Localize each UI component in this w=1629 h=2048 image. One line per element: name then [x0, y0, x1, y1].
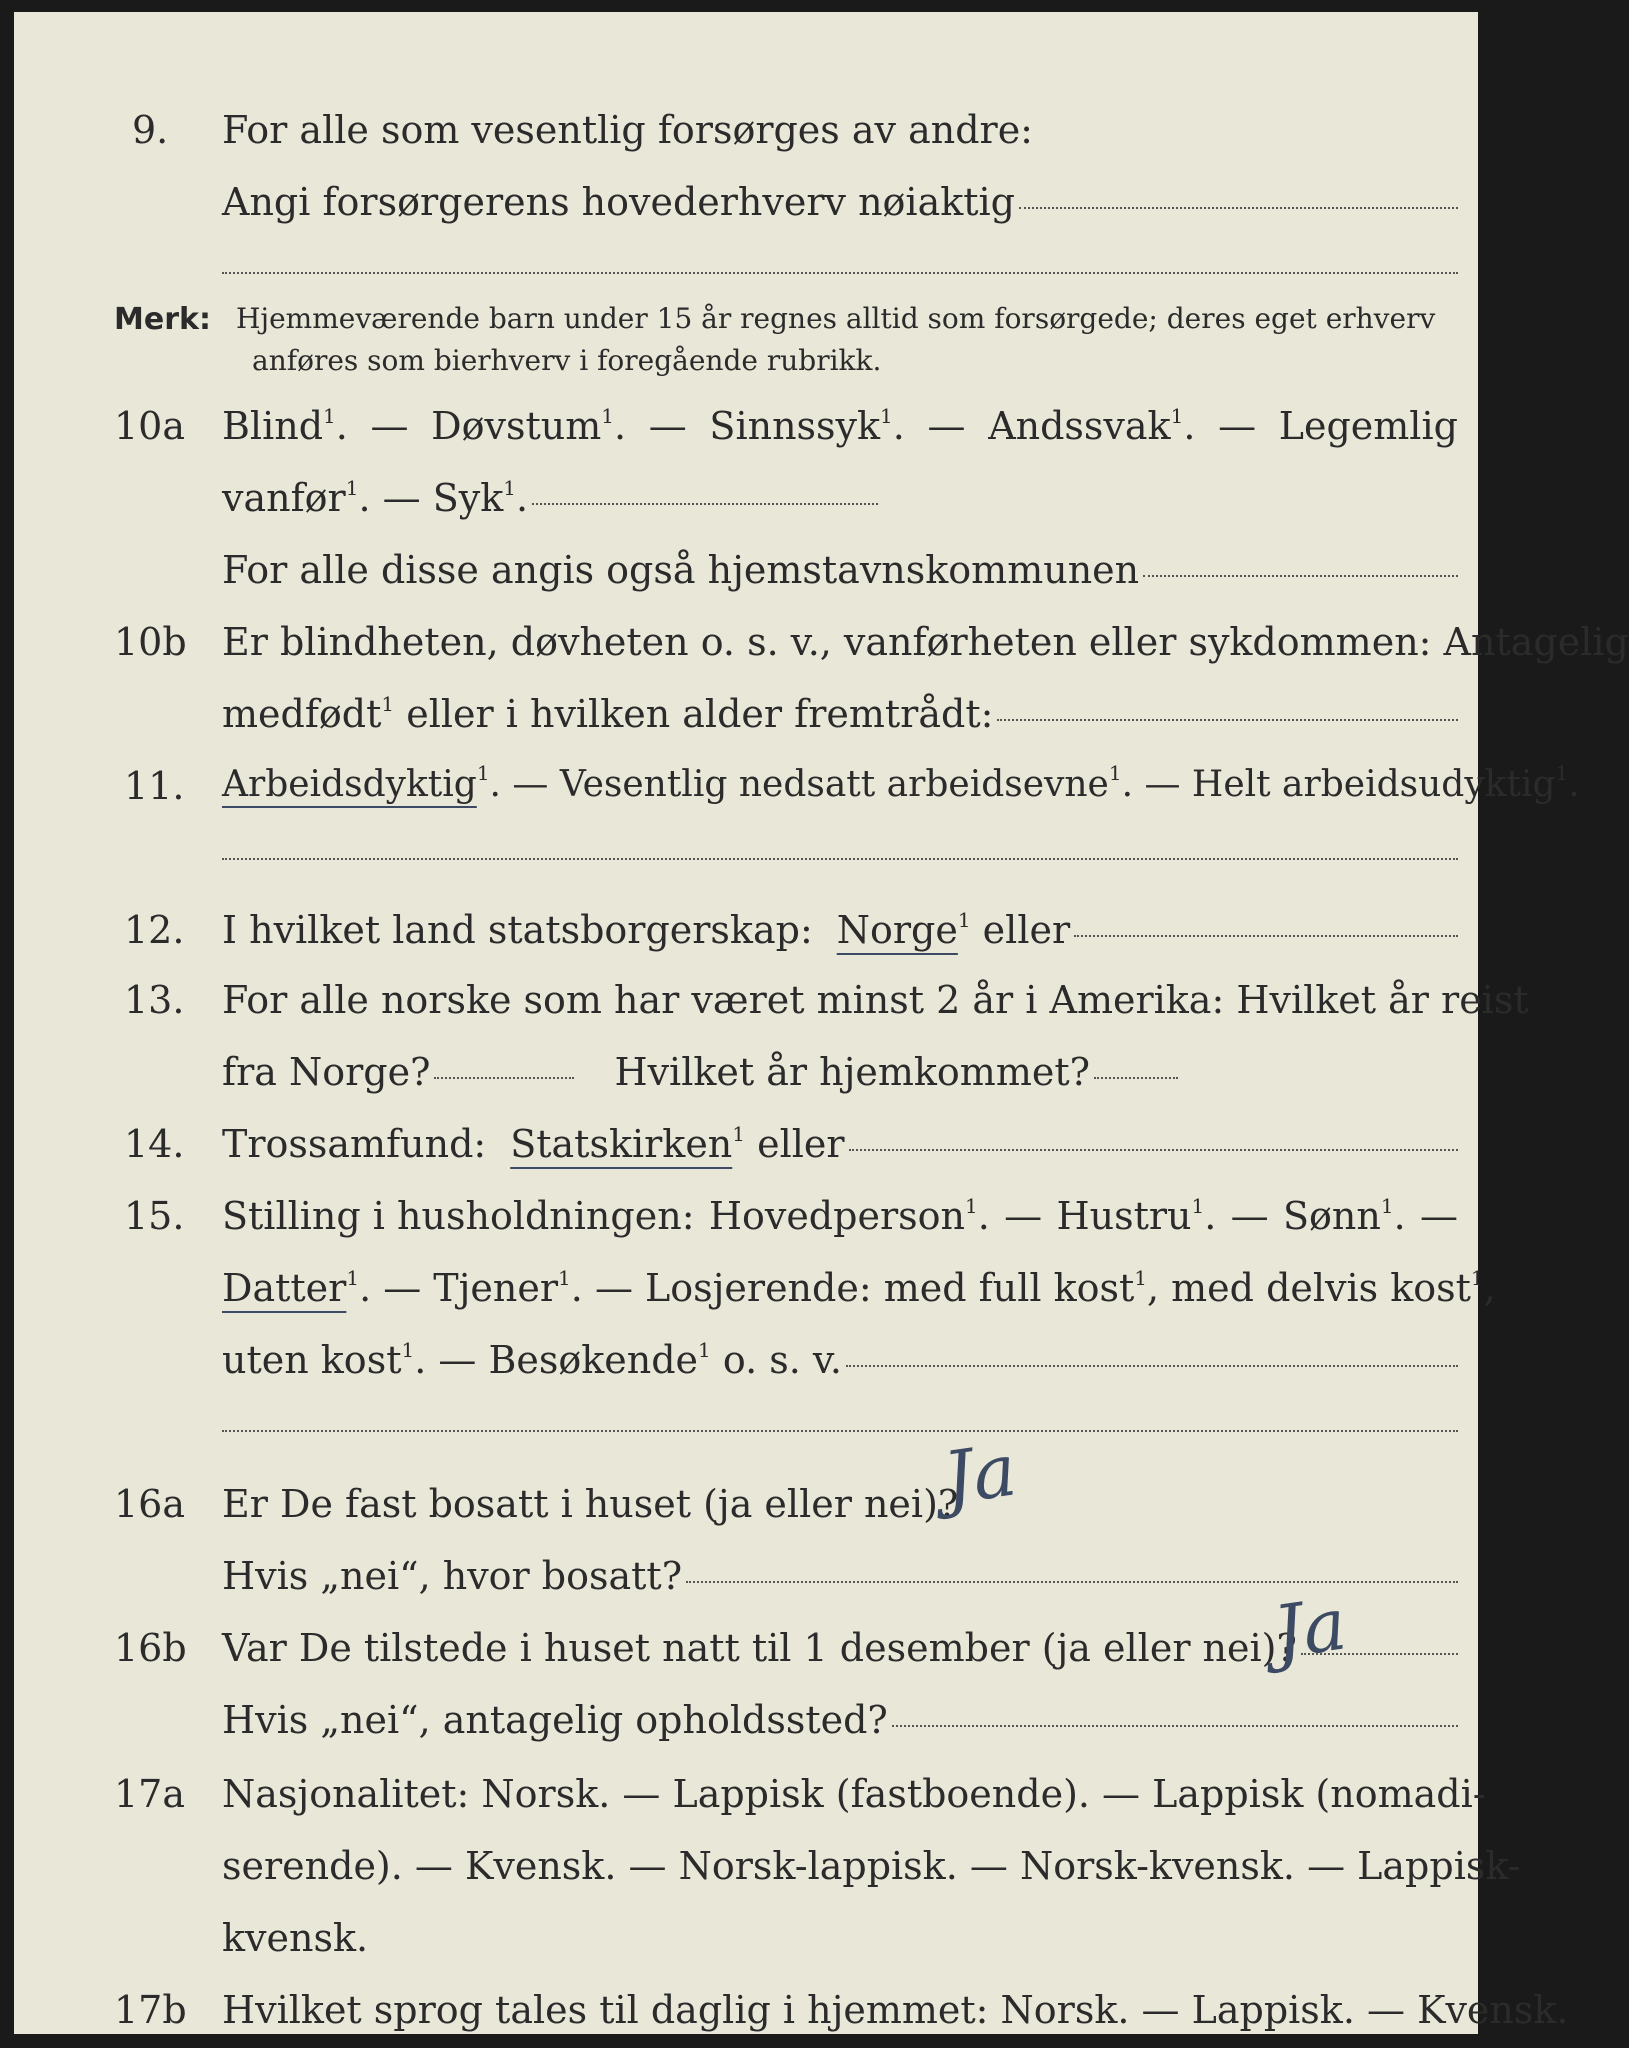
- q9-answer-field[interactable]: [1019, 207, 1458, 209]
- q16b-line2: Hvis „nei“, antagelig opholdssted?: [222, 1698, 1458, 1742]
- question-number: 13.: [124, 978, 185, 1022]
- handwritten-answer-16b: Ja: [1268, 1581, 1352, 1675]
- q14-line1: Trossamfund: Statskirken$^1$ eller: [222, 1122, 1458, 1166]
- q16b-whereabouts-field[interactable]: [892, 1725, 1458, 1727]
- census-form-page: [14, 12, 1629, 2034]
- q17a-line1: Nasjonalitet: Norsk. — Lappisk (fastboende). — Lappisk (nomadi-: [222, 1772, 1486, 1816]
- question-number: 16a: [114, 1482, 186, 1526]
- question-number: 9.: [132, 108, 169, 152]
- q15-answer-field-2[interactable]: [222, 1430, 1458, 1432]
- question-number: 15.: [124, 1194, 185, 1238]
- q17b-line1: Hvilket sprog tales til daglig i hjemmet: Norsk. — Lappisk. — Kvensk.: [222, 1988, 1569, 2032]
- note-label: Merk:: [114, 302, 211, 337]
- q10a-answer-field[interactable]: [532, 503, 878, 505]
- q16a-line2: Hvis „nei“, hvor bosatt?: [222, 1554, 1458, 1598]
- q16a-line1: Er De fast bosatt i huset (ja eller nei)?: [222, 1482, 959, 1526]
- q11-line1: Arbeidsdyktig $^1$. — Vesentlig nedsatt arbeidsevne$^1$. — Helt arbeidsudyktig$^1$.: [222, 761, 1580, 805]
- q9-line1: For alle som vesentlig forsørges av andre:: [222, 108, 1033, 152]
- question-number: 11.: [124, 764, 185, 808]
- question-number: 17a: [114, 1772, 186, 1816]
- handwritten-answer-16a: Ja: [938, 1427, 1022, 1521]
- question-number: 10a: [114, 404, 186, 448]
- q12-selected-option: Norge: [836, 908, 958, 952]
- q9-line2: Angi forsørgerens hovederhverv nøiaktig: [222, 180, 1458, 224]
- note-line1: Hjemmeværende barn under 15 år regnes alltid som forsørgede; deres eget erhverv: [236, 302, 1436, 335]
- q11-selected-option: Arbeidsdyktig: [222, 764, 477, 805]
- q14-answer-field[interactable]: [849, 1149, 1458, 1151]
- q15-line2: Datter $^1$. — Tjener$^1$. — Losjerende: med full kost$^1$, med delvis kost$^1$,: [222, 1266, 1496, 1310]
- q15-answer-field[interactable]: [846, 1365, 1458, 1367]
- q10a-line1: Blind$^1$. — Døvstum$^1$. — Sinnssyk$^1$. — Andssvak$^1$. — Legemlig: [222, 404, 1458, 448]
- note-line2: anføres som bierhverv i foregående rubrikk.: [252, 344, 882, 377]
- question-number: 17b: [114, 1988, 187, 2032]
- q14-selected-option: Statskirken: [510, 1122, 733, 1166]
- q15-selected-option: Datter: [222, 1266, 347, 1310]
- q12-line1: I hvilket land statsborgerskap: Norge$^1$ eller: [222, 908, 1458, 952]
- q10b-answer-field[interactable]: [997, 719, 1458, 721]
- q10b-line2: medfødt$^1$ eller i hvilken alder fremtrådt:: [222, 692, 1458, 736]
- q13-line1: For alle norske som har været minst 2 år i Amerika: Hvilket år reist: [222, 978, 1529, 1022]
- q13-year-left-field[interactable]: [434, 1077, 574, 1079]
- q9-answer-field-2[interactable]: [222, 272, 1458, 274]
- q10a-line3: For alle disse angis også hjemstavnskommunen: [222, 548, 1458, 592]
- q15-line1: Stilling i husholdningen: Hovedperson$^1$. — Hustru$^1$. — Sønn$^1$. —: [222, 1194, 1458, 1238]
- question-number: 10b: [114, 620, 187, 664]
- question-number: 16b: [114, 1626, 187, 1670]
- q13-line2: fra Norge? Hvilket år hjemkommet?: [222, 1050, 1178, 1094]
- q11-answer-field[interactable]: [222, 858, 1458, 860]
- question-number: 14.: [124, 1122, 185, 1166]
- q12-answer-field[interactable]: [1074, 935, 1458, 937]
- q10a-municipality-field[interactable]: [1143, 575, 1458, 577]
- question-number: 12.: [124, 908, 185, 952]
- q10a-line2: vanfør$^1$. — Syk$^1$.: [222, 476, 878, 520]
- q16a-residence-field[interactable]: [686, 1581, 1458, 1583]
- q10b-line1: Er blindheten, døvheten o. s. v., vanførheten eller sykdommen: Antagelig: [222, 620, 1629, 664]
- q17a-line3: kvensk.: [222, 1916, 369, 1960]
- q17a-line2: serende). — Kvensk. — Norsk-lappisk. — Norsk-kvensk. — Lappisk-: [222, 1844, 1521, 1888]
- q15-line3: uten kost$^1$. — Besøkende$^1$ o. s. v.: [222, 1338, 1458, 1382]
- q16b-line1: Var De tilstede i huset natt til 1 desember (ja eller nei)?: [222, 1626, 1458, 1670]
- q13-year-returned-field[interactable]: [1094, 1077, 1178, 1079]
